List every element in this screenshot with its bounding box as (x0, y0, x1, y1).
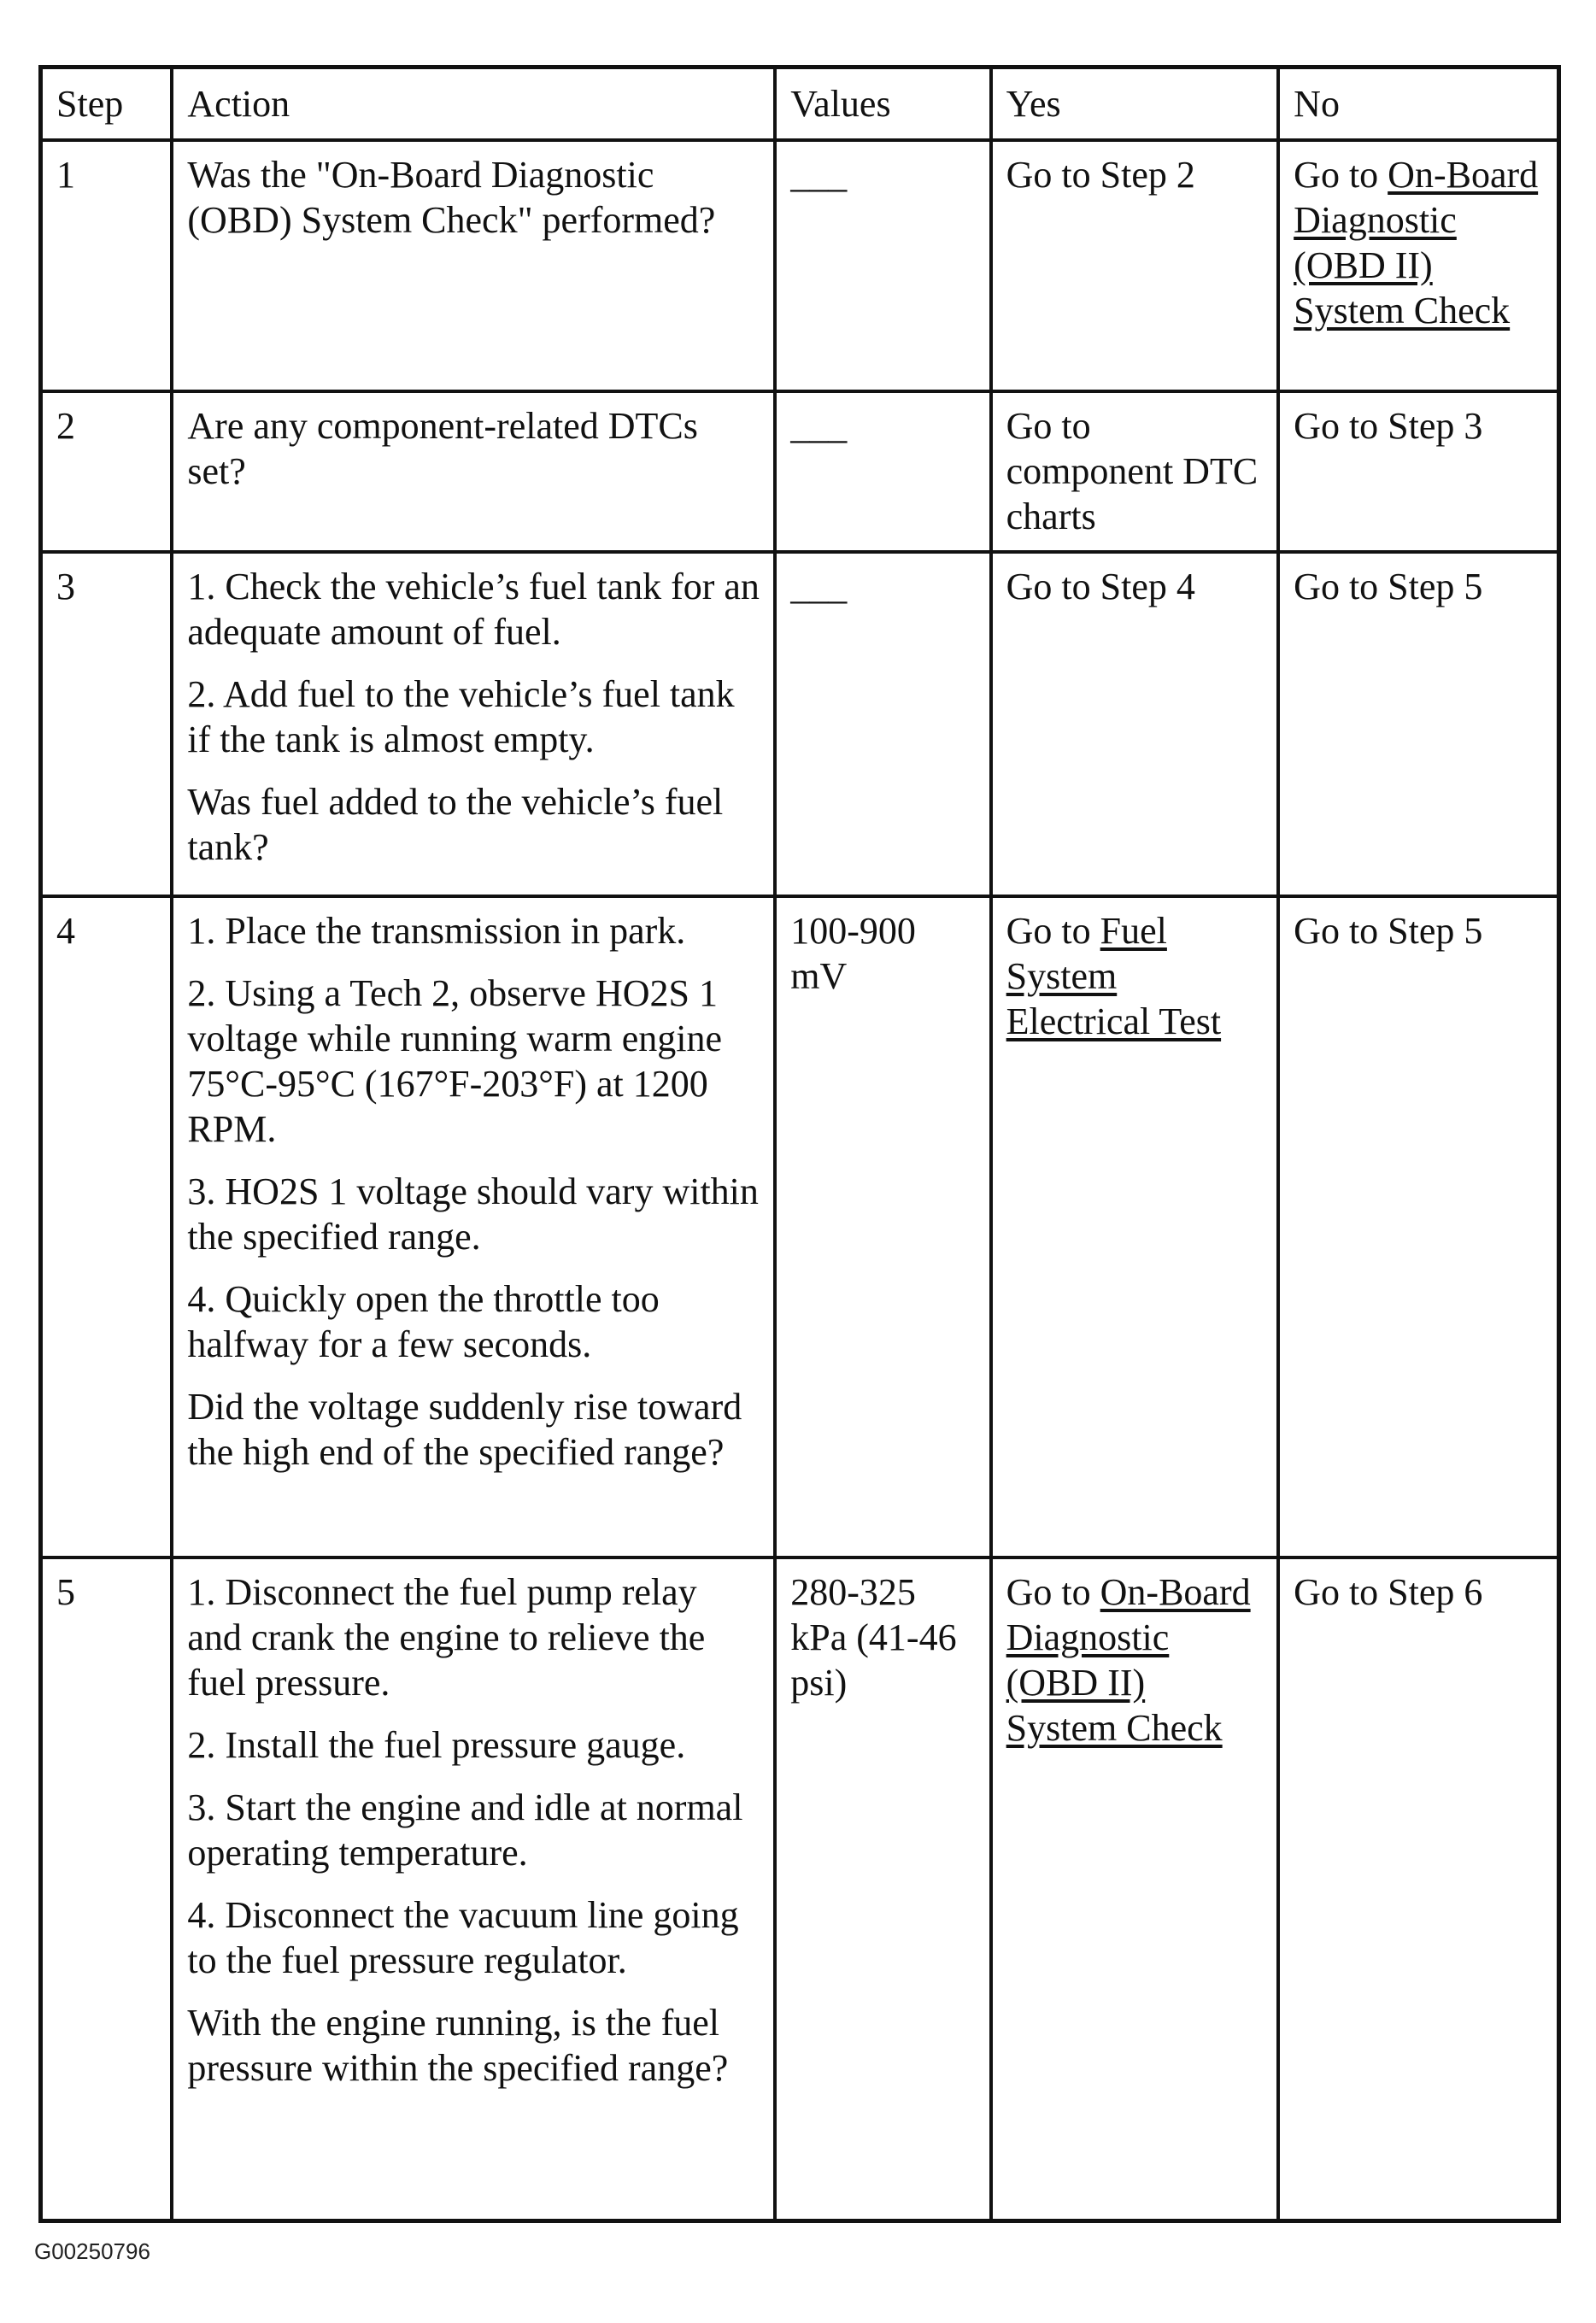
yes-text: Go to Step 2 (1006, 154, 1195, 196)
table-row (41, 1557, 1559, 2221)
header-no: No (1278, 67, 1558, 141)
no-cell (1278, 896, 1558, 1557)
action-text: 1. Check the vehicle’s fuel tank for an adequate amount of fuel. (187, 566, 760, 653)
values-text: 280-325 kPa (41-46 psi) (790, 1571, 957, 1704)
table-row (41, 391, 1559, 552)
step-number: 1 (41, 140, 173, 391)
action-text: 3. HO2S 1 voltage should vary within the specified range. (187, 1170, 759, 1258)
action-text: 2. Install the fuel pressure gauge. (187, 1724, 686, 1766)
values-cell (775, 896, 990, 1557)
values-text: ___ (790, 405, 848, 447)
values-cell (775, 391, 990, 552)
action-cell (172, 391, 775, 552)
header-values: Values (775, 67, 990, 141)
yes-cell (991, 552, 1279, 896)
yes-cell (991, 140, 1279, 391)
no-cell (1278, 1557, 1558, 2221)
table-row (41, 896, 1559, 1557)
action-text: Are any component-related DTCs set? (187, 405, 698, 492)
values-text: ___ (790, 566, 848, 607)
action-text: With the engine running, is the fuel pressure within the specified range? (187, 2002, 729, 2089)
action-text: Was the "On-Board Diagnostic (OBD) System Check" performed? (187, 154, 716, 241)
action-text: 3. Start the engine and idle at normal operating temperature. (187, 1786, 743, 1874)
step-number: 4 (41, 896, 173, 1557)
header-yes: Yes (991, 67, 1279, 141)
step-number: 5 (41, 1557, 173, 2221)
yes-text: Go to Step 4 (1006, 566, 1195, 607)
yes-link[interactable]: On-Board Diagnostic (OBD II) System Check (1006, 1571, 1251, 1749)
yes-text: Go to (1006, 910, 1100, 952)
yes-link[interactable]: Fuel System Electrical Test (1006, 910, 1222, 1042)
action-text: Did the voltage suddenly rise toward the high end of the specified range? (187, 1386, 742, 1473)
no-text: Go to Step 6 (1294, 1571, 1483, 1613)
no-cell (1278, 391, 1558, 552)
no-link[interactable]: On-Board Diagnostic (OBD II) System Check (1294, 154, 1539, 331)
action-text: Was fuel added to the vehicle’s fuel tank? (187, 781, 724, 868)
step-number: 3 (41, 552, 173, 896)
values-text: ___ (790, 154, 848, 196)
header-step: Step (41, 67, 173, 141)
action-text: 1. Disconnect the fuel pump relay and crank the engine to relieve the fuel pressure. (187, 1571, 706, 1704)
header-action: Action (172, 67, 775, 141)
yes-text: Go to (1006, 1571, 1100, 1613)
diagnostic-table (38, 65, 1561, 2223)
values-cell (775, 140, 990, 391)
no-text: Go to Step 3 (1294, 405, 1483, 447)
action-cell (172, 552, 775, 896)
no-text: Go to (1294, 154, 1388, 196)
action-text: 2. Add fuel to the vehicle’s fuel tank if the tank is almost empty. (187, 673, 735, 760)
action-text: 2. Using a Tech 2, observe HO2S 1 voltage while running warm engine 75°C-95°C (167°F-203°F) at 1200 RPM. (187, 972, 722, 1150)
no-cell (1278, 552, 1558, 896)
values-cell (775, 552, 990, 896)
figure-code: G00250796 (34, 2238, 150, 2264)
action-text: 4. Quickly open the throttle too halfway for a few seconds. (187, 1278, 660, 1365)
yes-cell (991, 896, 1279, 1557)
action-cell (172, 1557, 775, 2221)
no-cell (1278, 140, 1558, 391)
action-cell (172, 896, 775, 1557)
table-row (41, 140, 1559, 391)
action-text: 4. Disconnect the vacuum line going to the fuel pressure regulator. (187, 1894, 739, 1981)
yes-cell (991, 1557, 1279, 2221)
table-row (41, 552, 1559, 896)
header-row (41, 67, 1559, 141)
no-text: Go to Step 5 (1294, 910, 1483, 952)
action-text: 1. Place the transmission in park. (187, 910, 686, 952)
step-number: 2 (41, 391, 173, 552)
action-cell (172, 140, 775, 391)
values-text: 100-900 mV (790, 910, 916, 997)
no-text: Go to Step 5 (1294, 566, 1483, 607)
yes-text: Go to component DTC charts (1006, 405, 1259, 537)
yes-cell (991, 391, 1279, 552)
values-cell (775, 1557, 990, 2221)
